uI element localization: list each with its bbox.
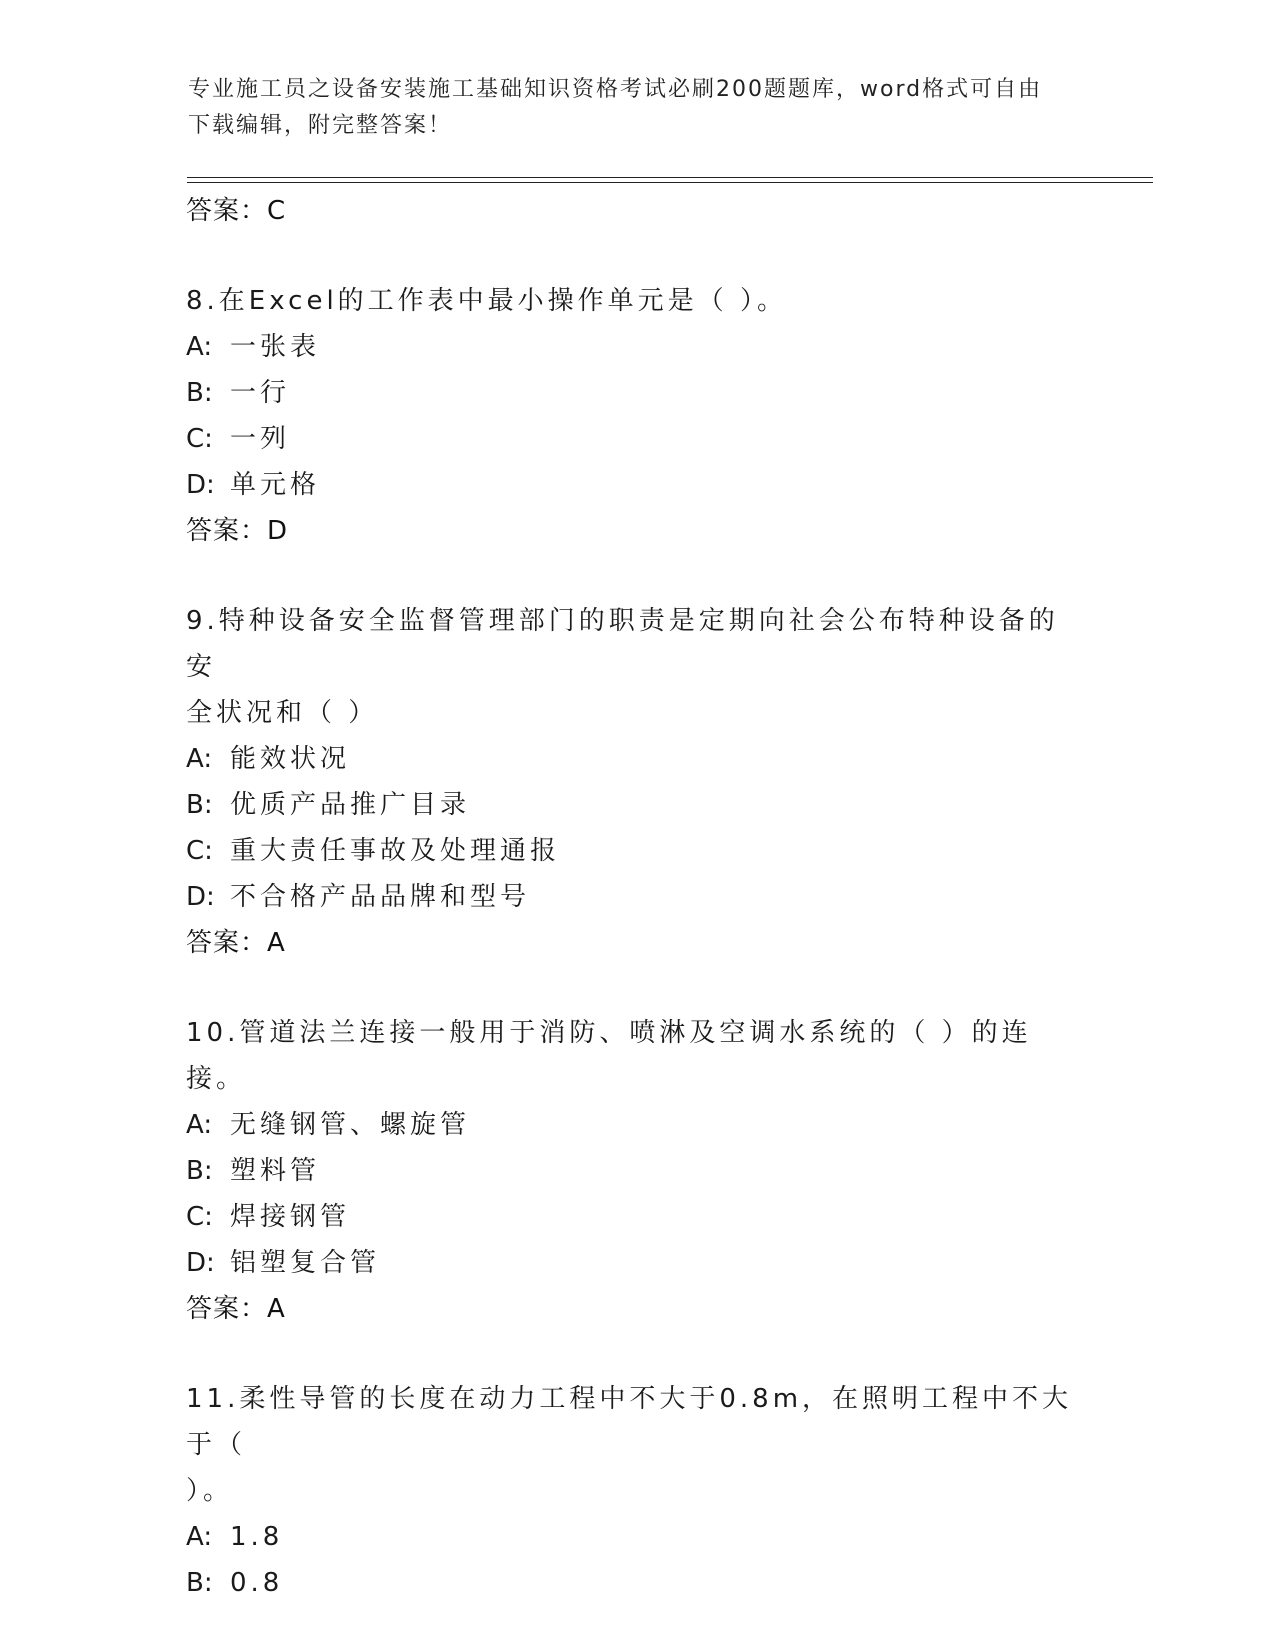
spacer: [186, 234, 1086, 278]
option-c: [186, 828, 1086, 874]
option-c: [186, 1194, 1086, 1240]
option-text: 优质产品推广目录: [230, 790, 471, 820]
question-text: 11.柔性导管的长度在动力工程中不大于0.8m，在照明工程中不大于（: [186, 1384, 1073, 1460]
option-key: A:: [186, 1110, 213, 1140]
option-a: [186, 324, 1086, 370]
option-key: B:: [186, 1568, 213, 1598]
option-key: A:: [186, 744, 213, 774]
question-text-continued: ）。: [186, 1476, 234, 1506]
answer-value: C: [267, 196, 287, 226]
option-text: 单元格: [230, 470, 321, 500]
option-a: [186, 1102, 1086, 1148]
option-text: 能效状况: [230, 744, 351, 774]
option-d: [186, 462, 1086, 508]
question-block: [186, 1376, 1086, 1606]
option-key: D:: [186, 882, 215, 912]
option-c: [186, 416, 1086, 462]
option-a: [186, 1514, 1086, 1560]
option-b: [186, 370, 1086, 416]
question-text-continued: 全状况和（ ）: [186, 698, 379, 728]
option-key: C:: [186, 1202, 213, 1232]
option-text: 一列: [230, 424, 291, 454]
option-key: B:: [186, 1156, 213, 1186]
option-key: A:: [186, 332, 213, 362]
option-b: [186, 782, 1086, 828]
spacer: [186, 1332, 1086, 1376]
option-text: 一行: [230, 378, 291, 408]
spacer: [186, 966, 1086, 1010]
option-key: C:: [186, 424, 213, 454]
answer-label: 答案：: [186, 196, 268, 226]
answer-label: 答案：: [186, 928, 268, 958]
option-text: 铝塑复合管: [230, 1248, 381, 1278]
option-text: 一张表: [230, 332, 321, 362]
option-key: D:: [186, 470, 215, 500]
option-key: B:: [186, 378, 213, 408]
question-block: [186, 278, 1086, 554]
answer-label: 答案：: [186, 516, 268, 546]
option-text: 1.8: [230, 1522, 284, 1552]
spacer: [186, 554, 1086, 598]
header-line-1: 专业施工员之设备安装施工基础知识资格考试必刷200题题库，word格式可自由: [188, 77, 1043, 102]
question-text: 9.特种设备安全监督管理部门的职责是定期向社会公布特种设备的安: [186, 606, 1059, 682]
answer-line: [186, 188, 1086, 234]
option-text: 不合格产品品牌和型号: [230, 882, 531, 912]
option-text: 无缝钢管、螺旋管: [230, 1110, 471, 1140]
option-text: 塑料管: [230, 1156, 321, 1186]
answer-line: [186, 508, 1086, 554]
option-key: B:: [186, 790, 213, 820]
document-body: [186, 188, 1086, 1606]
option-d: [186, 1240, 1086, 1286]
answer-value: A: [267, 928, 286, 958]
header-line-2: 下载编辑，附完整答案！: [188, 113, 453, 138]
answer-line: [186, 1286, 1086, 1332]
option-d: [186, 874, 1086, 920]
answer-line: [186, 920, 1086, 966]
option-b: [186, 1560, 1086, 1606]
option-key: D:: [186, 1248, 215, 1278]
answer-label: 答案：: [186, 1294, 268, 1324]
option-text: 焊接钢管: [230, 1202, 351, 1232]
option-text: 重大责任事故及处理通报: [230, 836, 561, 866]
answer-value: D: [267, 516, 289, 546]
option-a: [186, 736, 1086, 782]
option-text: 0.8: [230, 1568, 284, 1598]
answer-value: A: [267, 1294, 286, 1324]
option-key: C:: [186, 836, 213, 866]
option-key: A:: [186, 1522, 213, 1552]
header-rule-top: [187, 177, 1153, 178]
document-header: [188, 72, 1088, 144]
header-rule-bottom: [187, 182, 1153, 183]
question-block: [186, 598, 1086, 966]
question-text: 8.在Excel的工作表中最小操作单元是（ ）。: [186, 286, 787, 316]
question-text: 10.管道法兰连接一般用于消防、喷淋及空调水系统的（ ）的连接。: [186, 1018, 1032, 1094]
option-b: [186, 1148, 1086, 1194]
question-block: [186, 1010, 1086, 1332]
